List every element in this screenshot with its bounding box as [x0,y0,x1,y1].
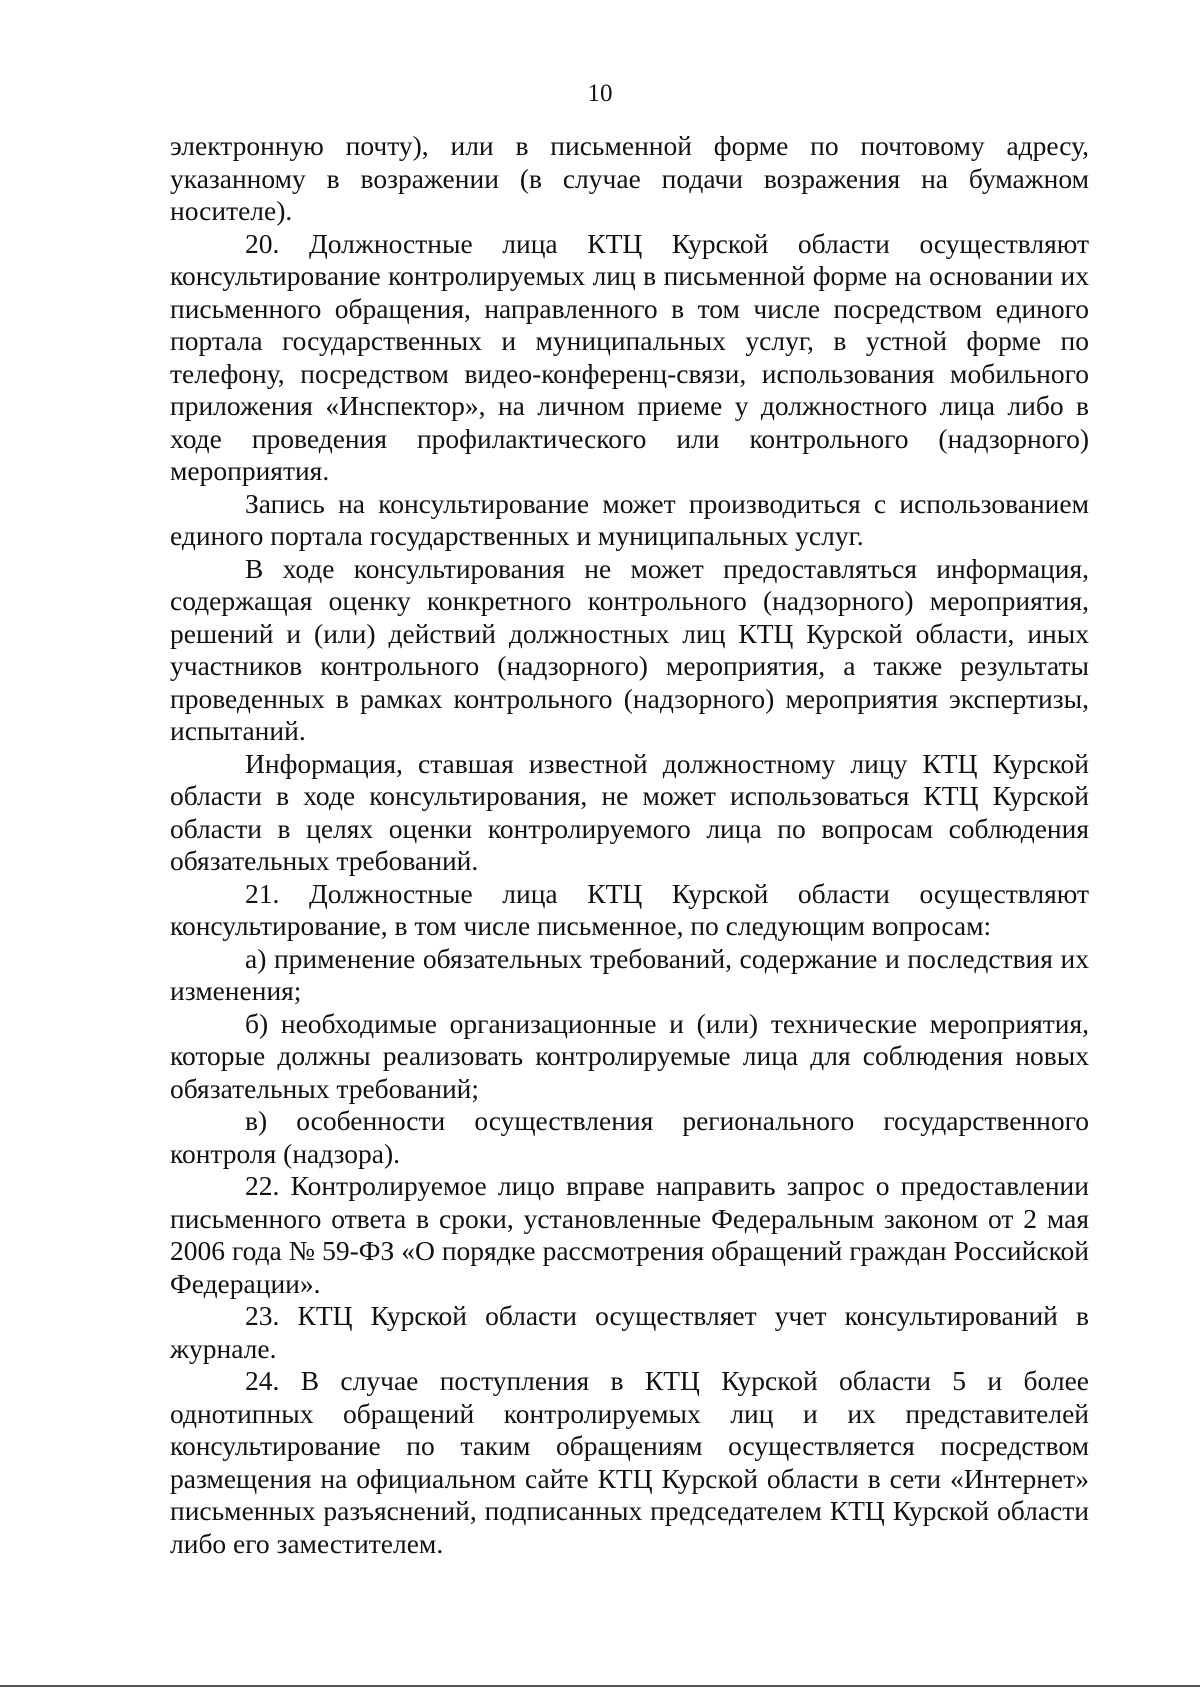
list-item-b: б) необходимые организационные и (или) технические мероприятия, которые должны реализовать контролируемые лица для соблюдения новых обязательных требований; [170,1007,1089,1104]
paragraph-consultation-booking: Запись на консультирование может производиться с использованием единого портала государственных и муниципальных услуг. [170,487,1089,551]
page-number: 10 [587,80,613,107]
paragraph-information-use: Информация, ставшая известной должностному лицу КТЦ Курской области в ходе консультирования, не может использоваться КТЦ Курской области в целях оценки контролируемого лица по вопросам соблюдения обязательных требований. [170,747,1089,876]
paragraph-item-23: 23. КТЦ Курской области осуществляет учет консультирований в журнале. [170,1300,1089,1364]
document-body [170,130,1089,1560]
list-item-v: в) особенности осуществления регионального государственного контроля (надзора). [170,1105,1089,1169]
paragraph-continuation: электронную почту), или в письменной форме по почтовому адресу, указанному в возражении (в случае подачи возражения на бумажном носителе). [170,130,1089,226]
scan-edge-line [0,1685,1200,1687]
paragraph-item-21: 21. Должностные лица КТЦ Курской области осуществляют консультирование, в том числе письменное, по следующим вопросам: [170,877,1089,941]
paragraph-consultation-restrictions: В ходе консультирования не может предоставляться информация, содержащая оценку конкретного контрольного (надзорного) мероприятия, решений и (или) действий должностных лиц КТЦ Курской области, иных участников контрольного (надзорного) мероприятия, а также результаты проведенных в рамках контрольного (надзорного) мероприятия экспертизы, испытаний. [170,552,1089,746]
paragraph-item-24: 24. В случае поступления в КТЦ Курской области 5 и более однотипных обращений контролируемых лиц и их представителей консультирование по таким обращениям осуществляется посредством размещения на официальном сайте КТЦ Курской области в сети «Интернет» письменных разъяснений, подписанных председателем КТЦ Курской области либо его заместителем. [170,1365,1089,1559]
list-item-a: а) применение обязательных требований, содержание и последствия их изменения; [170,942,1089,1006]
paragraph-item-22: 22. Контролируемое лицо вправе направить запрос о предоставлении письменного ответа в сроки, установленные Федеральным законом от 2 мая 2006 года № 59-ФЗ «О порядке рассмотрения обращений граждан Российской Федерации». [170,1170,1089,1299]
paragraph-item-20: 20. Должностные лица КТЦ Курской области осуществляют консультирование контролируемых лиц в письменной форме на основании их письменного обращения, направленного в том числе посредством единого портала государственных и муниципальных услуг, в устной форме по телефону, посредством видео-конференц-связи, использования мобильного приложения «Инспектор», на личном приеме у должностного лица либо в ходе проведения профилактического или контрольного (надзорного) мероприятия. [170,227,1089,486]
